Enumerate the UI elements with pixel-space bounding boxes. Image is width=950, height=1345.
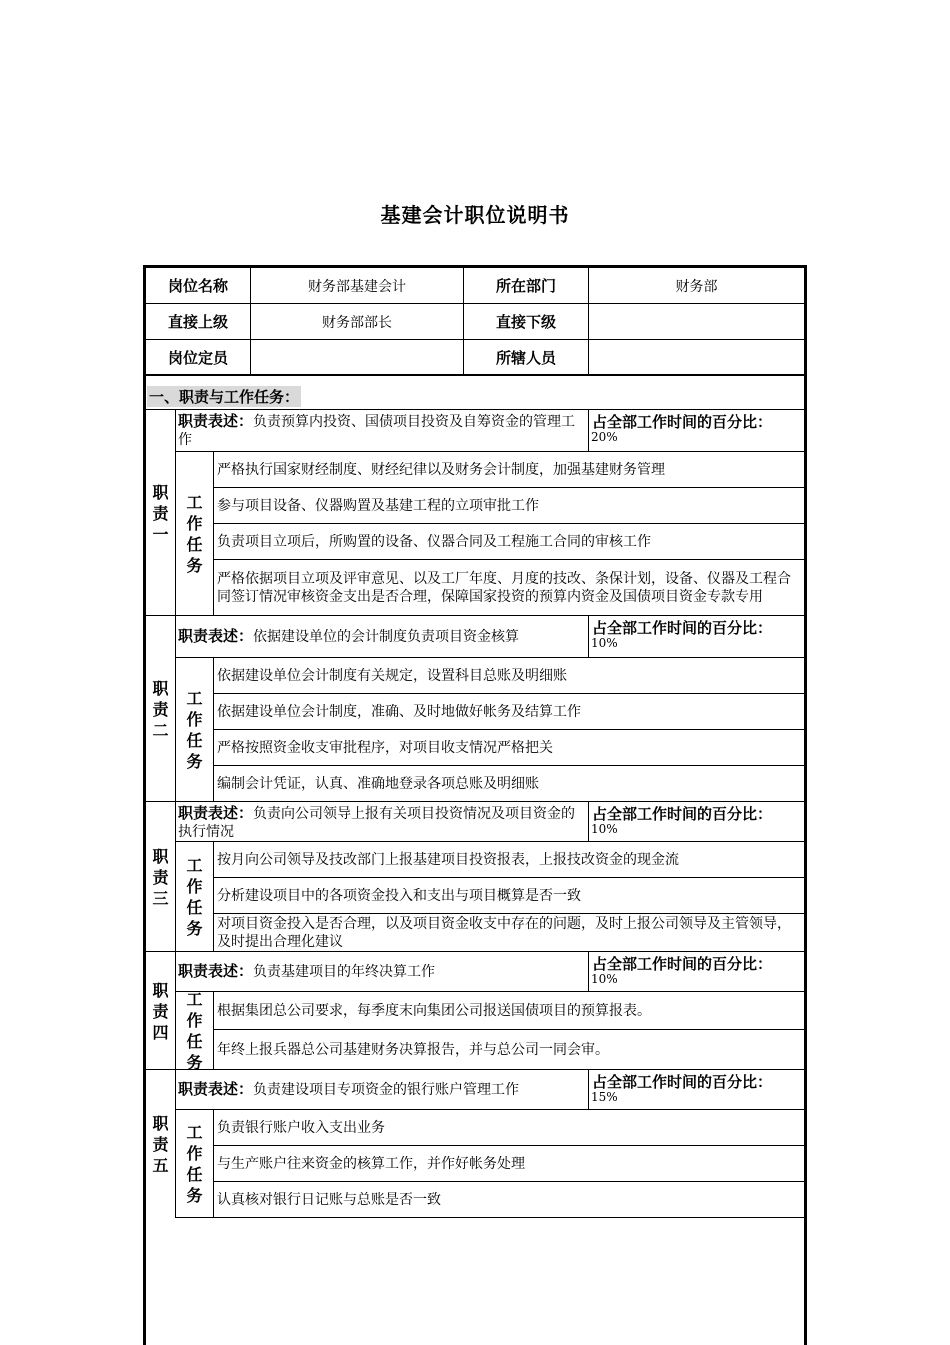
description-text: 负责建设项目专项资金的银行账户管理工作 [253, 1082, 520, 1098]
description-text: 依据建设单位的会计制度负责项目资金核算 [253, 629, 520, 645]
task-item [214, 1182, 804, 1218]
task-item [214, 1110, 804, 1146]
task-text: 参与项目设备、仪器购置及基建工程的立项审批工作 [217, 497, 539, 514]
duty-label-cell [146, 802, 176, 952]
percent-value: 10% [591, 636, 618, 650]
task-text: 依据建设单位会计制度，准确、及时地做好帐务及结算工作 [217, 703, 581, 720]
description-text: 负责预算内投资、国债项目投资及自筹资金的管理工作 [178, 414, 576, 448]
percent-label: 占全部工作时间的百分比： [592, 805, 773, 823]
staff-label: 所辖人员 [464, 340, 589, 376]
task-item [214, 1030, 804, 1070]
duty-description [176, 410, 589, 452]
task-item [214, 658, 804, 694]
task-item [214, 842, 804, 878]
staff-value [589, 340, 804, 376]
superior-value: 财务部部长 [251, 304, 464, 340]
duty-name: 职责四 [152, 980, 169, 1042]
task-text: 负责项目立项后，所购置的设备、仪器合同及工程施工合同的审核工作 [217, 533, 651, 550]
percent-cell [589, 952, 804, 992]
headcount-label: 岗位定员 [146, 340, 251, 376]
percent-cell [589, 802, 804, 842]
section-title-row [146, 376, 804, 410]
task-item [214, 488, 804, 524]
percent-value: 20% [591, 430, 618, 444]
department-label: 所在部门 [464, 268, 589, 304]
task-item [214, 992, 804, 1030]
duty-description [176, 952, 589, 992]
task-item [214, 730, 804, 766]
superior-label: 直接上级 [146, 304, 251, 340]
task-text: 严格执行国家财经制度、财经纪律以及财务会计制度，加强基建财务管理 [217, 461, 665, 478]
task-label: 工作任务 [186, 990, 203, 1072]
task-text: 对项目资金投入是否合理，以及项目资金收支中存在的问题，及时上报公司领导及主管领导，及时提出合理化建议 [217, 915, 791, 950]
percent-label: 占全部工作时间的百分比： [592, 1073, 773, 1091]
duty-description [176, 1070, 589, 1110]
description-prefix: 职责表述： [178, 962, 254, 980]
task-text: 年终上报兵器总公司基建财务决算报告，并与总公司一同会审。 [217, 1041, 609, 1058]
task-item [214, 878, 804, 914]
job-description-table [143, 265, 807, 1345]
task-text: 按月向公司领导及技改部门上报基建项目投资报表，上报技改资金的现金流 [217, 851, 679, 868]
task-label: 工作任务 [186, 493, 203, 575]
task-item [214, 914, 804, 952]
department-value: 财务部 [589, 268, 804, 304]
task-label-cell [176, 658, 214, 802]
task-label-cell [176, 992, 214, 1070]
duty-name: 职责二 [152, 678, 169, 740]
percent-cell [589, 410, 804, 452]
task-item [214, 452, 804, 488]
task-item [214, 766, 804, 802]
duty-label-cell [146, 952, 176, 1070]
headcount-value [251, 340, 464, 376]
document-title: 基建会计职位说明书 [380, 203, 570, 227]
task-item [214, 560, 804, 616]
duty-description [176, 616, 589, 658]
position-name-value: 财务部基建会计 [251, 268, 464, 304]
task-item [214, 694, 804, 730]
percent-value: 15% [591, 1090, 618, 1104]
task-text: 认真核对银行日记账与总账是否一致 [217, 1191, 441, 1208]
description-prefix: 职责表述： [178, 412, 254, 430]
percent-label: 占全部工作时间的百分比： [592, 955, 773, 973]
duty-name: 职责一 [152, 482, 169, 544]
duty-label-cell [146, 1070, 176, 1218]
description-prefix: 职责表述： [178, 1080, 254, 1098]
description-text: 负责向公司领导上报有关项目投资情况及项目资金的执行情况 [178, 806, 576, 840]
task-text: 编制会计凭证，认真、准确地登录各项总账及明细账 [217, 775, 539, 792]
position-name-label: 岗位名称 [146, 268, 251, 304]
task-label: 工作任务 [186, 1123, 203, 1205]
task-text: 分析建设项目中的各项资金投入和支出与项目概算是否一致 [217, 887, 581, 904]
task-text: 严格依据项目立项及评审意见、以及工厂年度、月度的技改、条保计划，设备、仪器及工程合同签订情况审核资金支出是否合理，保障国家投资的预算内资金及国债项目资金专款专用 [217, 570, 791, 605]
description-text: 负责基建项目的年终决算工作 [253, 964, 436, 980]
subordinate-value [589, 304, 804, 340]
description-prefix: 职责表述： [178, 804, 254, 822]
subordinate-label: 直接下级 [464, 304, 589, 340]
duty-label-cell [146, 616, 176, 802]
percent-cell [589, 1070, 804, 1110]
percent-cell [589, 616, 804, 658]
duty-name: 职责三 [152, 846, 169, 908]
task-label-cell [176, 452, 214, 616]
task-text: 与生产账户往来资金的核算工作，并作好帐务处理 [217, 1155, 525, 1172]
task-text: 根据集团总公司要求，每季度末向集团公司报送国债项目的预算报表。 [217, 1002, 651, 1019]
task-label-cell [176, 842, 214, 952]
task-item [214, 1146, 804, 1182]
task-text: 负责银行账户收入支出业务 [217, 1119, 385, 1136]
task-text: 依据建设单位会计制度有关规定，设置科目总账及明细账 [217, 667, 567, 684]
section-title: 一、职责与工作任务： [149, 388, 300, 406]
task-label: 工作任务 [186, 856, 203, 938]
duty-label-cell [146, 410, 176, 616]
percent-value: 10% [591, 822, 618, 836]
task-text: 严格按照资金收支审批程序，对项目收支情况严格把关 [217, 739, 553, 756]
duty-description [176, 802, 589, 842]
task-label-cell [176, 1110, 214, 1218]
percent-label: 占全部工作时间的百分比： [592, 619, 773, 637]
description-prefix: 职责表述： [178, 627, 254, 645]
duty-name: 职责五 [152, 1113, 169, 1175]
percent-label: 占全部工作时间的百分比： [592, 413, 773, 431]
task-item [214, 524, 804, 560]
task-label: 工作任务 [186, 689, 203, 771]
percent-value: 10% [591, 972, 618, 986]
